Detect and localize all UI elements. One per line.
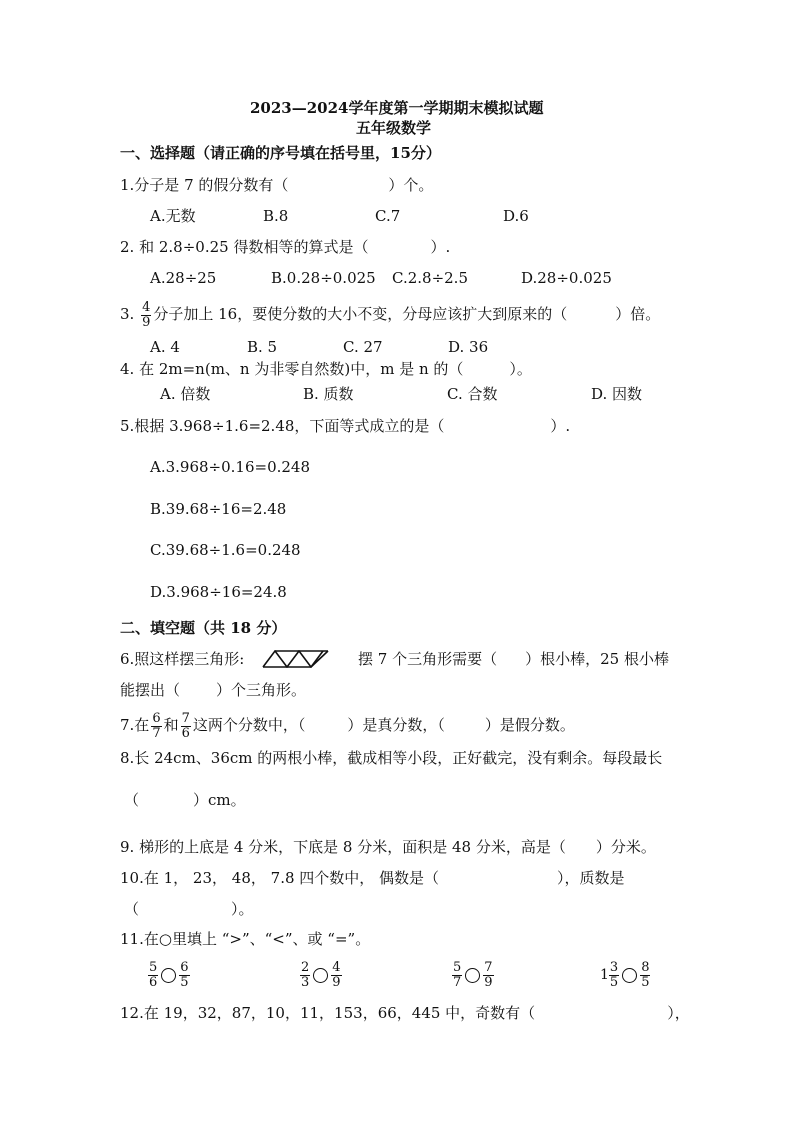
frac-numerator: 5 (453, 959, 462, 975)
q1-option-d: D.6 (503, 207, 529, 225)
q8-line-2 (124, 790, 246, 810)
section-heading-choice: 一、选择题（请正确的序号填在括号里，15分） (120, 144, 441, 162)
mixed-number-whole: 1 (600, 967, 609, 983)
fraction (148, 961, 158, 990)
q3-stem: 分子加上 16，要使分数的大小不变，分母应该扩大到原来的（ (153, 305, 568, 323)
frac-numerator: 8 (641, 959, 650, 975)
frac-denominator: 5 (609, 974, 619, 990)
fraction (331, 961, 341, 990)
q1-stem: 1.分子是 7 的假分数有（ (120, 176, 289, 194)
q6-text-line2-end: ）个三角形。 (216, 681, 307, 699)
triangles-figure (262, 650, 330, 668)
q2-option-d: D.28÷0.025 (521, 269, 612, 287)
q7-and: 和 (163, 716, 179, 734)
q4-option-c: C. 合数 (447, 385, 498, 403)
q5-option-b: B.39.68÷16=2.48 (150, 500, 287, 518)
q11-compare-2 (298, 957, 344, 991)
compare-circle[interactable] (622, 968, 637, 983)
q4-option-a: A. 倍数 (160, 385, 211, 403)
fraction (300, 961, 310, 990)
q5-option-d: D.3.968÷16=24.8 (150, 583, 287, 601)
frac-numerator: 3 (609, 959, 619, 975)
question-7 (120, 710, 575, 741)
question-4 (120, 359, 532, 379)
frac-denominator: 9 (484, 974, 493, 990)
q9-text-end: ）分米。 (595, 838, 656, 856)
q3-fraction (141, 301, 151, 330)
section-heading-fill: 二、填空题（共 18 分） (120, 619, 287, 637)
fraction (179, 961, 189, 990)
question-12 (120, 1003, 690, 1023)
exam-title: 2023—2024学年度第一学期期末模拟试题 (250, 99, 544, 117)
q2-option-c: C.2.8÷2.5 (392, 269, 468, 287)
frac-numerator: 5 (149, 959, 158, 975)
q10-line-2 (124, 899, 254, 919)
q2-option-b: B.0.28÷0.025 (271, 269, 376, 287)
frac-denominator: 7 (152, 725, 161, 741)
frac-numerator: 4 (332, 959, 341, 975)
q11-compare-3 (450, 957, 496, 991)
q2-stem: 2. 和 2.8÷0.25 得数相等的算式是（ (120, 238, 369, 256)
q1-stem-end: ）个。 (388, 176, 434, 194)
q3-stem-end: ）倍。 (615, 305, 661, 323)
frac-numerator: 4 (142, 299, 151, 315)
q12-text: 12.在 19，32，87，10，11，153，66，445 中，奇数有（ (120, 1004, 536, 1022)
q3-number: 3. (120, 305, 135, 323)
q7-text-d: ）是假分数。 (484, 716, 575, 734)
q6-text: 摆 7 个三角形需要（ (358, 650, 498, 668)
frac-denominator: 5 (641, 974, 650, 990)
frac-denominator: 6 (181, 725, 190, 741)
frac-numerator: 2 (301, 959, 310, 975)
q12-text-end: ）， (667, 1004, 690, 1022)
q11-compare-4 (600, 957, 652, 992)
frac-denominator: 5 (180, 974, 189, 990)
q11-compare-1 (146, 957, 192, 991)
q5-stem-end: ）. (550, 417, 571, 435)
q11-stem: 11.在○里填上 “>”、“<”、或 “=”。 (120, 930, 371, 948)
q7-text-b: 这两个分数中，（ (192, 716, 306, 734)
frac-numerator: 6 (152, 710, 161, 726)
fraction (483, 961, 493, 990)
q2-stem-end: ）. (430, 238, 451, 256)
q7-text-c: ）是真分数，（ (347, 716, 445, 734)
frac-denominator: 3 (301, 974, 310, 990)
fraction (640, 961, 650, 990)
q4-stem: 4. 在 2m=n(m、n 为非零自然数)中，m 是 n 的（ (120, 360, 464, 378)
q10-text-b: ），质数是 (557, 869, 625, 887)
q4-stem-end: ）。 (509, 360, 532, 378)
frac-numerator: 6 (180, 959, 189, 975)
question-2 (120, 237, 450, 257)
frac-denominator: 9 (142, 314, 151, 330)
q4-option-b: B. 质数 (303, 385, 354, 403)
q6-text-cont: ）根小棒，25 根小棒 (525, 650, 669, 668)
q9-text: 9. 梯形的上底是 4 分米，下底是 8 分米，面积是 48 分米，高是（ (120, 838, 566, 856)
question-1 (120, 175, 433, 195)
q10-text-d: ）。 (231, 900, 254, 918)
frac-numerator: 7 (181, 710, 190, 726)
q6-text-line2: 能摆出（ (120, 681, 181, 699)
q7-fraction-1 (151, 712, 161, 741)
frac-denominator: 9 (332, 974, 341, 990)
q6-line-2 (120, 680, 306, 700)
q3-option-a: A. 4 (150, 338, 180, 356)
q3-option-d: D. 36 (448, 338, 489, 356)
frac-denominator: 6 (149, 974, 158, 990)
q8-stem-a: 8.长 24cm、36cm 的两根小棒，截成相等小段，正好截完，没有剩余。每段最长 (120, 749, 663, 767)
q10-text: 10.在 1， 23， 48， 7.8 四个数中， 偶数是（ (120, 869, 440, 887)
q8-text-b: （ (124, 791, 140, 809)
q2-option-a: A.28÷25 (150, 269, 217, 287)
q7-text: 7.在 (120, 716, 150, 734)
q3-option-b: B. 5 (247, 338, 278, 356)
question-5 (120, 416, 570, 436)
q3-option-c: C. 27 (343, 338, 383, 356)
q5-stem: 5.根据 3.968÷1.6=2.48，下面等式成立的是（ (120, 417, 445, 435)
compare-circle[interactable] (161, 968, 176, 983)
q7-fraction-2 (181, 712, 191, 741)
q10-text-c: （ (124, 900, 140, 918)
q6-stem-a: 6.照这样摆三角形: (120, 650, 245, 668)
compare-circle[interactable] (465, 968, 480, 983)
q1-option-a: A.无数 (150, 207, 196, 225)
fraction (452, 961, 462, 990)
question-9 (120, 837, 656, 857)
q4-option-d: D. 因数 (591, 385, 643, 403)
question-10 (120, 868, 625, 888)
frac-denominator: 7 (453, 974, 462, 990)
q5-option-a: A.3.968÷0.16=0.248 (150, 458, 311, 476)
q5-option-c: C.39.68÷1.6=0.248 (150, 541, 301, 559)
q1-option-b: B.8 (263, 207, 289, 225)
question-3 (120, 300, 660, 330)
frac-numerator: 7 (484, 959, 493, 975)
fraction (609, 961, 619, 990)
exam-subtitle: 五年级数学 (356, 119, 432, 137)
q1-option-c: C.7 (375, 207, 401, 225)
q6-stem-b (358, 649, 669, 669)
compare-circle[interactable] (313, 968, 328, 983)
q8-text-c: ）cm。 (193, 791, 246, 809)
